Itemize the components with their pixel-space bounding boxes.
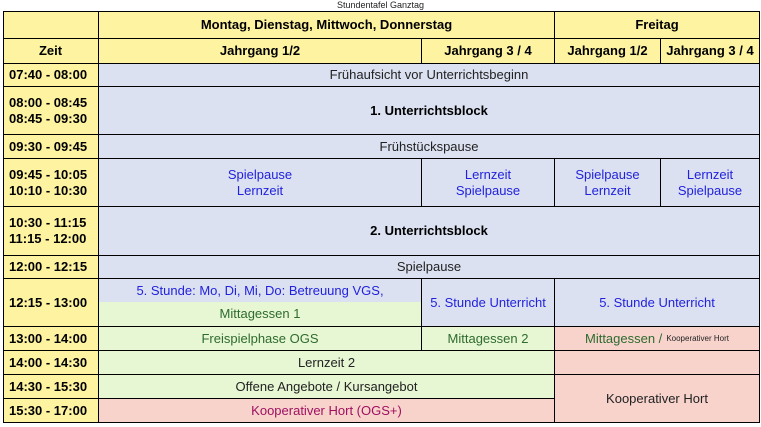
cell-pause-jg12-fri: Spielpause Lernzeit [555,159,661,207]
time-slot-0930: 09:30 - 09:45 [3,135,99,159]
cell-empty-fri-1400 [555,351,760,375]
header-jg34-fri: Jahrgang 3 / 4 [661,39,760,64]
time-slot-1200: 12:00 - 12:15 [3,256,99,279]
cell-offene-angebote: Offene Angebote / Kursangebot [99,375,555,399]
time-slot-1300: 13:00 - 14:00 [3,327,99,351]
time-slot-1530: 15:30 - 17:00 [3,399,99,423]
cell-lernzeit-2: Lernzeit 2 [99,351,555,375]
cell-stunde5-betreuung: 5. Stunde: Mo, Di, Mi, Do: Betreuung VGS, [99,279,422,302]
cell-pause-jg34-fri: Lernzeit Spielpause [661,159,760,207]
header-jg34-mon-thu: Jahrgang 3 / 4 [422,39,555,64]
cell-freispielphase-ogs: Freispielphase OGS [99,327,422,351]
header-zeit: Zeit [3,39,99,64]
cell-unterrichtsblock-2: 2. Unterrichtsblock [99,207,760,256]
header-group-mon-thu: Montag, Dienstag, Mittwoch, Donnerstag [99,11,555,39]
header-jg12-mon-thu: Jahrgang 1/2 [99,39,422,64]
time-slot-1400: 14:00 - 14:30 [3,351,99,375]
cell-stunde5-unterricht-fri: 5. Stunde Unterricht [555,279,760,327]
cell-kooperativer-hort-ogs: Kooperativer Hort (OGS+) [99,399,555,423]
header-group-fri: Freitag [555,11,760,39]
mittagessen-fri-label: Mittagessen / [584,330,663,346]
cell-stunde5-unterricht-jg34: 5. Stunde Unterricht [422,279,555,327]
time-slot-1430: 14:30 - 15:30 [3,375,99,399]
cell-fruehstueckspause: Frühstückspause [99,135,760,159]
cell-mittagessen-2: Mittagessen 2 [422,327,555,351]
cell-fruehaufsicht: Frühaufsicht vor Unterrichtsbeginn [99,64,760,87]
kooperativer-hort-small-label: Kooperativer Hort [666,333,730,343]
cell-kooperativer-hort-fri: Kooperativer Hort [555,375,760,423]
cell-mittagessen-fri [555,327,760,351]
table-caption: Stundentafel Ganztag [336,0,425,10]
time-slot-1215: 12:15 - 13:00 [3,279,99,327]
header-corner [3,11,99,39]
cell-pause-jg34-mon-thu: Lernzeit Spielpause [422,159,555,207]
cell-pause-jg12-mon-thu: Spielpause Lernzeit [99,159,422,207]
cell-spielpause-noon: Spielpause [99,256,760,279]
time-slot-0740: 07:40 - 08:00 [3,64,99,87]
header-jg12-fri: Jahrgang 1/2 [555,39,661,64]
time-slot-0945: 09:45 - 10:05 10:10 - 10:30 [3,159,99,207]
cell-mittagessen-1: Mittagessen 1 [99,302,422,327]
time-slot-1030: 10:30 - 11:15 11:15 - 12:00 [3,207,99,256]
time-slot-0800: 08:00 - 08:45 08:45 - 09:30 [3,87,99,135]
cell-unterrichtsblock-1: 1. Unterrichtsblock [99,87,760,135]
